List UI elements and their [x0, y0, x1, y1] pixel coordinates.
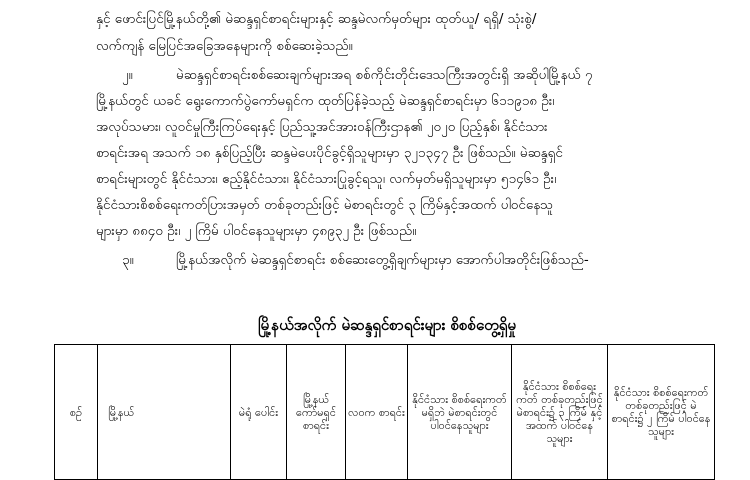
para-1-line-1: နှင့် ဖောင်းပြင်မြို့နယ်တို့၏ မဲဆန္ဒရှင်စာရင်းများနှင့် ဆန္ဒမဲလက်မှတ်များ ထုတ်ယူ/ ရရှိ/ သုံးစွဲ/ [96, 11, 537, 27]
table-title: မြို့နယ်အလိုက် မဲဆန္ဒရှင်စာရင်းများ စိစစ်တွေ့ရှိမှု [258, 316, 516, 334]
header-serial: စဉ် [55, 345, 98, 480]
header-two-times: နိုင်ငံသား စိစစ်ရေးကတ် တစ်ခုတည်းဖြင့် မဲစာရင်း၌ ၂ ကြိမ် ပါဝင်နေသူများ [608, 345, 715, 480]
para-2-line-6: နိုင်ငံသားစိစစ်ရေးကတ်ပြားအမှတ် တစ်ခုတည်းဖြင့် မဲစာရင်းတွင် ၃ ကြိမ်နှင့်အထက် ပါဝင်နေသူ [96, 197, 554, 213]
para-3-line-1: မြို့နယ်အလိုက် မဲဆန္ဒရှင်စာရင်း စစ်ဆေးတွေ့ရှိချက်များမှာ အောက်ပါအတိုင်းဖြစ်သည်- [176, 252, 589, 268]
header-no-card-voters: နိုင်ငံသား စိစစ်ရေးကတ် မရှိဘဲ မဲစာရင်းတွင် ပါဝင်နေသူများ [408, 345, 512, 480]
para-2-line-2: မြို့နယ်တွင် ယခင် ရွေးကောက်ပွဲကော်မရှင်က ထုတ်ပြန်ခဲ့သည့် မဲဆန္ဒရှင်စာရင်းမှာ ၆၁၁၉၁၈ ဦး၊ [96, 93, 555, 109]
para-2-number: ၂။ [122, 67, 133, 83]
para-2-line-3: အလုပ်သမား၊ လူဝင်မှုကြီးကြပ်ရေးနှင့် ပြည်သူ့အင်အားဝန်ကြီးဌာန၏ ၂၀၂၀ ပြည့်နှစ်၊ နိုင်ငံသား [96, 119, 548, 135]
header-polling-stations: မဲရုံ ပေါင်း [231, 345, 287, 480]
para-1-line-2: လက်ကျန် မြေပြင်အခြေအနေများကို စစ်ဆေးခဲ့သည်။ [96, 38, 353, 54]
para-2-line-5: စာရင်းများတွင် နိုင်ငံသား၊ ဧည့်နိုင်ငံသား၊ နိုင်ငံသားပြုခွင့်ရသူ၊ လက်မှတ်မရှိသူများမှာ ၅၁၄၆၁ ဦး၊ [96, 171, 557, 187]
para-2-line-4: စာရင်းအရ အသက် ၁၈ နှစ်ပြည့်ပြီး ဆန္ဒမဲပေးပိုင်ခွင့်ရှိသူများမှာ ၃၂၁၃၄၇ ဦး ဖြစ်သည်။ မဲဆန္ဒရှင် [96, 145, 563, 161]
header-commission-list: မြို့နယ် ကော်မရှင် စာရင်း [287, 345, 346, 480]
para-2-line-1: မဲဆန္ဒရှင်စာရင်းစစ်ဆေးချက်များအရ စစ်ကိုင်းတိုင်းဒေသကြီးအတွင်းရှိ အဆိုပါမြို့နယ် ၇ [176, 67, 593, 83]
header-three-plus-times: နိုင်ငံသား စိစစ်ရေးကတ် တစ်ခုတည်းဖြင့် မဲစာရင်း၌ ၃ ကြိမ် နှင့်အထက် ပါဝင်နေသူများ [512, 345, 608, 480]
table-header-row [55, 345, 715, 480]
para-2-line-7: များမှာ ၈၈၄၀ ဦး၊ ၂ ကြိမ် ပါဝင်နေသူများမှာ ၄၈၉၃၂ ဦး ဖြစ်သည်။ [96, 223, 417, 239]
header-immigration-list: လဝက စာရင်း [346, 345, 408, 480]
header-township: မြို့နယ် [98, 345, 231, 480]
para-3-number: ၃။ [122, 252, 134, 268]
